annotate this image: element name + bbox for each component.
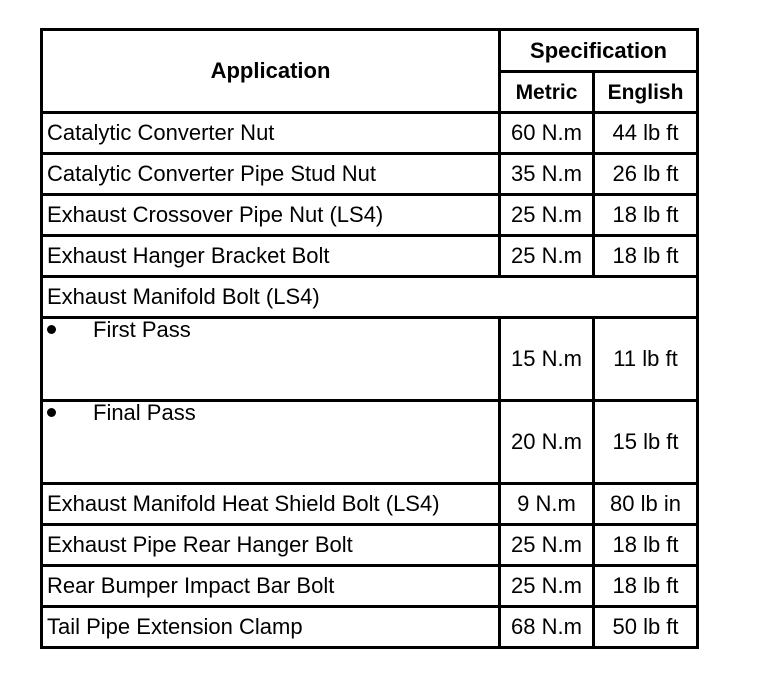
- table-row: [42, 566, 698, 607]
- table-row: [42, 236, 698, 277]
- application-cell: Exhaust Hanger Bracket Bolt: [42, 236, 500, 277]
- english-cell: 18 lb ft: [594, 566, 698, 607]
- metric-cell: 9 N.m: [500, 484, 594, 525]
- table-row: [42, 318, 698, 401]
- metric-cell: 25 N.m: [500, 195, 594, 236]
- metric-cell: 68 N.m: [500, 607, 594, 648]
- english-cell: 18 lb ft: [594, 236, 698, 277]
- metric-cell: 15 N.m: [500, 318, 594, 401]
- english-cell: 15 lb ft: [594, 401, 698, 484]
- application-cell: Exhaust Pipe Rear Hanger Bolt: [42, 525, 500, 566]
- metric-cell: 25 N.m: [500, 236, 594, 277]
- metric-header: Metric: [500, 72, 594, 113]
- english-cell: 11 lb ft: [594, 318, 698, 401]
- bullet-icon: [47, 325, 56, 334]
- english-cell: 50 lb ft: [594, 607, 698, 648]
- sub-application-cell: [42, 401, 500, 484]
- group-heading-cell: Exhaust Manifold Bolt (LS4): [42, 277, 698, 318]
- table-row: [42, 484, 698, 525]
- bullet-icon: [47, 408, 56, 417]
- metric-cell: 35 N.m: [500, 154, 594, 195]
- table-header-row: [42, 30, 698, 72]
- english-cell: 18 lb ft: [594, 195, 698, 236]
- application-cell: Exhaust Manifold Heat Shield Bolt (LS4): [42, 484, 500, 525]
- table-row: [42, 113, 698, 154]
- table-group-row: [42, 277, 698, 318]
- application-cell: Exhaust Crossover Pipe Nut (LS4): [42, 195, 500, 236]
- english-cell: 44 lb ft: [594, 113, 698, 154]
- metric-cell: 25 N.m: [500, 566, 594, 607]
- application-header: Application: [42, 30, 500, 113]
- specification-table: [40, 28, 699, 649]
- english-cell: 26 lb ft: [594, 154, 698, 195]
- table-row: [42, 525, 698, 566]
- application-cell: Rear Bumper Impact Bar Bolt: [42, 566, 500, 607]
- application-cell: Catalytic Converter Nut: [42, 113, 500, 154]
- table-row: [42, 607, 698, 648]
- application-cell: Catalytic Converter Pipe Stud Nut: [42, 154, 500, 195]
- application-cell: Tail Pipe Extension Clamp: [42, 607, 500, 648]
- english-cell: 80 lb in: [594, 484, 698, 525]
- sub-application-label: First Pass: [93, 317, 191, 342]
- metric-cell: 25 N.m: [500, 525, 594, 566]
- metric-cell: 60 N.m: [500, 113, 594, 154]
- metric-cell: 20 N.m: [500, 401, 594, 484]
- specification-header: Specification: [500, 30, 698, 72]
- table-row: [42, 401, 698, 484]
- sub-application-label: Final Pass: [93, 400, 196, 425]
- sub-application-cell: [42, 318, 500, 401]
- table-row: [42, 195, 698, 236]
- english-header: English: [594, 72, 698, 113]
- table-row: [42, 154, 698, 195]
- english-cell: 18 lb ft: [594, 525, 698, 566]
